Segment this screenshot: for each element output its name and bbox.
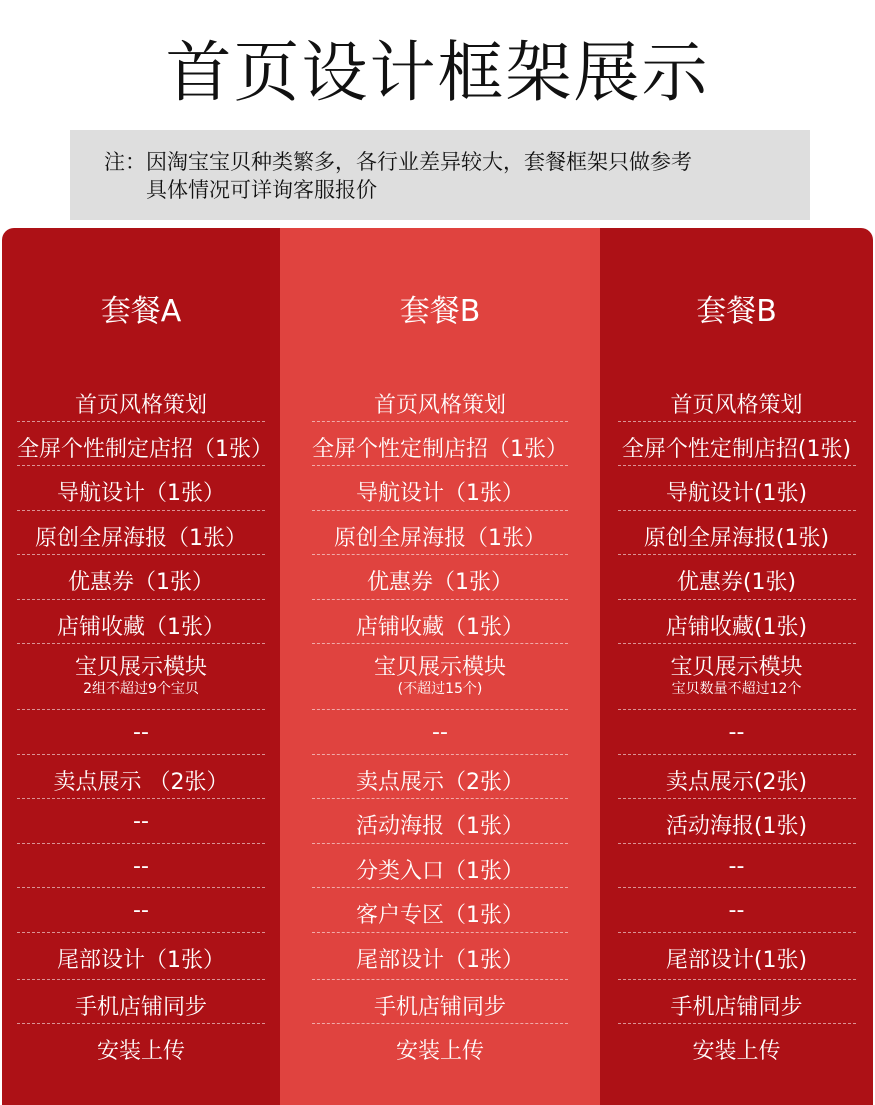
feature-label: 导航设计（1张） — [356, 481, 524, 506]
package-feature-row — [312, 755, 568, 799]
feature-label: 安装上传 — [96, 1039, 185, 1064]
package-feature-row — [17, 755, 265, 799]
feature-label: 尾部设计（1张） — [356, 948, 524, 973]
feature-label: 导航设计（1张） — [57, 481, 225, 506]
package-feature-row — [17, 710, 265, 755]
package-feature-row — [618, 1024, 856, 1068]
feature-label: 手机店铺同步 — [373, 995, 506, 1020]
package-feature-row — [312, 1024, 568, 1068]
package-feature-row — [312, 710, 568, 755]
feature-label: 卖点展示 （2张） — [53, 770, 229, 795]
package-feature-row — [312, 600, 568, 644]
feature-label: 原创全屏海报(1张) — [643, 526, 830, 551]
notice-line-2: 具体情况可详询客服报价 — [146, 178, 377, 202]
package-feature-row — [312, 980, 568, 1024]
notice-box — [70, 130, 810, 220]
feature-label: 手机店铺同步 — [74, 995, 207, 1020]
notice-line-1: 注：因淘宝宝贝种类繁多，各行业差异较大，套餐框架只做参考 — [104, 150, 692, 174]
package-feature-row — [618, 466, 856, 511]
package-feature-row — [312, 933, 568, 980]
package-feature-row — [17, 466, 265, 511]
package-feature-row — [17, 600, 265, 644]
package-feature-row — [17, 844, 265, 888]
feature-label: 原创全屏海报（1张） — [35, 526, 247, 551]
package-feature-row — [618, 511, 856, 555]
package-feature-row — [312, 378, 568, 422]
feature-label: -- — [728, 720, 745, 745]
package-feature-row — [618, 710, 856, 755]
feature-label: -- — [432, 720, 448, 745]
package-feature-row — [17, 511, 265, 555]
feature-label: 分类入口（1张） — [356, 859, 524, 884]
package-title: 套餐A — [100, 294, 182, 329]
feature-sublabel: 宝贝数量不超过12个 — [671, 681, 802, 697]
feature-label: 首页风格策划 — [373, 393, 506, 418]
package-feature-row — [17, 980, 265, 1024]
package-feature-row — [618, 844, 856, 888]
feature-label: 全屏个性制定店招（1张） — [17, 437, 273, 462]
package-feature-row — [618, 600, 856, 644]
feature-label: -- — [728, 854, 745, 879]
package-feature-row — [618, 888, 856, 933]
feature-label: 客户专区（1张） — [356, 903, 524, 928]
feature-label: 宝贝展示模块 — [373, 655, 506, 680]
feature-label: 全屏个性定制店招(1张) — [621, 437, 852, 462]
feature-label: 尾部设计(1张) — [665, 948, 808, 973]
package-feature-row — [312, 888, 568, 933]
package-feature-row — [618, 555, 856, 600]
feature-label: 宝贝展示模块 — [670, 655, 803, 680]
feature-label: 优惠券(1张) — [676, 570, 797, 595]
package-feature-row — [17, 378, 265, 422]
feature-label: 首页风格策划 — [74, 393, 207, 418]
package-column-a — [2, 228, 280, 1105]
package-column-c — [600, 228, 873, 1105]
package-feature-row — [17, 933, 265, 980]
feature-label: -- — [133, 854, 149, 879]
feature-label: 安装上传 — [395, 1039, 484, 1064]
feature-label: 原创全屏海报（1张） — [334, 526, 546, 551]
feature-label: 卖点展示（2张） — [356, 770, 524, 795]
feature-label: 手机店铺同步 — [670, 995, 803, 1020]
feature-label: 首页风格策划 — [670, 393, 803, 418]
package-feature-row — [17, 555, 265, 600]
feature-label: 导航设计(1张) — [665, 481, 808, 506]
feature-label: 店铺收藏（1张） — [356, 615, 524, 640]
feature-label: 卖点展示(2张) — [665, 770, 808, 795]
package-feature-row — [17, 799, 265, 844]
package-feature-row — [17, 1024, 265, 1068]
package-comparison-panel — [2, 228, 873, 1105]
feature-label: -- — [728, 898, 745, 923]
package-feature-row — [312, 422, 568, 466]
feature-label: -- — [133, 898, 149, 923]
package-feature-row — [618, 755, 856, 799]
feature-label: 全屏个性定制店招（1张） — [312, 437, 568, 462]
package-feature-row — [312, 466, 568, 511]
package-feature-row — [312, 644, 568, 710]
package-feature-row — [618, 644, 856, 710]
feature-label: 优惠券（1张） — [367, 570, 513, 595]
package-feature-row — [17, 888, 265, 933]
package-title: 套餐B — [399, 294, 481, 329]
feature-label: 活动海报(1张) — [665, 814, 808, 839]
package-feature-row — [17, 644, 265, 710]
feature-label: 活动海报（1张） — [356, 814, 524, 839]
package-feature-row — [618, 422, 856, 466]
package-column-b — [280, 228, 600, 1105]
feature-label: 宝贝展示模块 — [74, 655, 207, 680]
page-title: 首页设计框架展示 — [165, 34, 710, 111]
package-feature-row — [312, 799, 568, 844]
package-feature-row — [618, 378, 856, 422]
package-feature-row — [312, 511, 568, 555]
package-feature-row — [618, 933, 856, 980]
feature-label: -- — [133, 720, 149, 745]
feature-label: 尾部设计（1张） — [57, 948, 225, 973]
feature-sublabel: 2组不超过9个宝贝 — [83, 681, 199, 697]
feature-label: 安装上传 — [692, 1039, 781, 1064]
feature-label: 优惠券（1张） — [68, 570, 214, 595]
feature-label: 店铺收藏（1张） — [57, 615, 225, 640]
package-feature-row — [618, 799, 856, 844]
feature-label: -- — [133, 809, 149, 834]
feature-sublabel: (不超过15个) — [397, 681, 483, 697]
package-feature-row — [312, 844, 568, 888]
package-feature-row — [618, 980, 856, 1024]
package-feature-row — [312, 555, 568, 600]
feature-label: 店铺收藏(1张) — [665, 615, 808, 640]
package-feature-row — [17, 422, 273, 466]
package-title: 套餐B — [696, 294, 777, 329]
